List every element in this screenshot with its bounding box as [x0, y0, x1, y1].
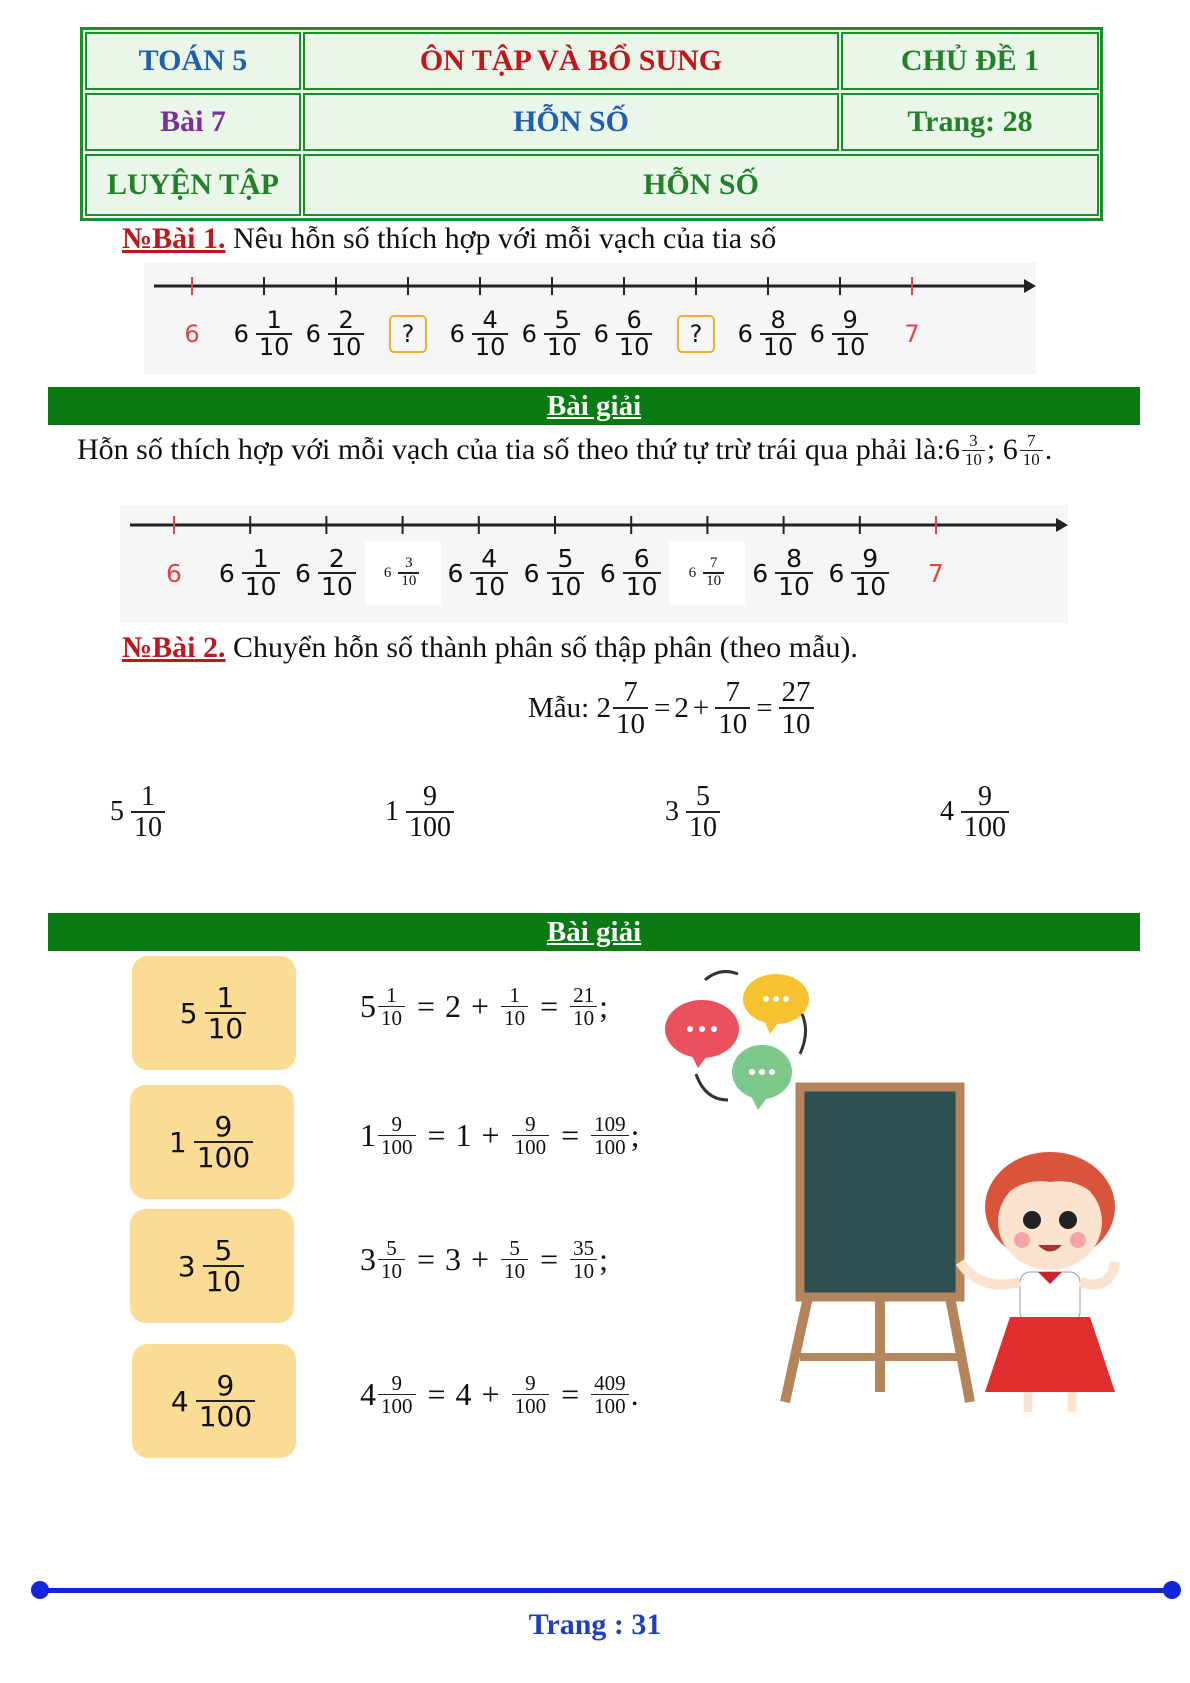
example-den: 10: [613, 707, 648, 739]
eq-addend: 2: [445, 988, 462, 1025]
eq-end: .: [630, 1376, 639, 1413]
mark-4-den: 10: [472, 333, 509, 360]
eq-frac-part: [512, 1372, 550, 1417]
eq-equals-2: =: [561, 1376, 580, 1413]
example-plus-num: 7: [725, 676, 740, 708]
solution1-sentence: Hỗn số thích hợp với mỗi vạch của tia số theo thứ tự trừ trái qua phải là:: [77, 433, 945, 467]
eq-frac-part-den: 100: [512, 1394, 550, 1417]
topic-cell: CHỦ ĐỀ 1: [841, 32, 1099, 90]
label-start: 6: [184, 320, 200, 348]
task2-item-3: [665, 782, 722, 843]
mark-label: [288, 541, 364, 605]
card-3-den: 10: [203, 1265, 245, 1296]
task2-item-3-num: 5: [696, 781, 710, 812]
answer-1: [945, 432, 987, 469]
question-box: ?: [677, 315, 715, 353]
mark-6-num: 6: [633, 543, 650, 573]
eq-result: [570, 984, 597, 1029]
mark-8-whole: 6: [752, 558, 769, 588]
mark-label: [442, 302, 518, 366]
eq-whole: 1: [360, 1117, 376, 1154]
card-3-num: 5: [214, 1233, 233, 1267]
task2-item-2-num: 9: [423, 781, 437, 812]
eq-frac-den: 100: [378, 1394, 416, 1417]
eq-equals-2: =: [540, 1241, 559, 1278]
task2-item-4-num: 9: [978, 781, 992, 812]
eq-whole: 5: [360, 988, 376, 1025]
eq-frac: [378, 1113, 416, 1158]
eq-end: ;: [599, 1241, 609, 1278]
task2-item-1-whole: 5: [110, 796, 124, 828]
mark-label: [517, 541, 593, 605]
mark-2-den: 10: [318, 572, 356, 600]
task2-text: Chuyển hỗn số thành phân số thập phân (theo mẫu).: [225, 631, 858, 664]
task2-item-2-den: 100: [406, 811, 454, 842]
conversion-equation: [360, 1372, 639, 1417]
eq-plus: +: [481, 1117, 500, 1154]
task2-item-2-whole: 1: [385, 796, 399, 828]
task1-text: Nêu hỗn số thích hợp với mỗi vạch của tia số: [225, 222, 777, 255]
mark-5-whole: 6: [521, 320, 537, 348]
eq-frac-num: 9: [391, 1112, 402, 1136]
mark-8: [752, 543, 815, 601]
card-4-den: 100: [196, 1400, 255, 1431]
lesson-title-cell: HỖN SỐ: [303, 93, 839, 151]
mark-8-num: 8: [786, 543, 802, 573]
answer-sep: ;: [986, 433, 1003, 467]
eq-result: [591, 1113, 629, 1158]
eq-frac-num: 1: [386, 983, 397, 1007]
footer-line: [40, 1588, 1170, 1593]
eq-frac-part-den: 100: [512, 1135, 550, 1158]
card-3: [177, 1233, 246, 1298]
mark-1-num: 1: [252, 543, 269, 573]
example: Mẫu: 2 $\frac{7}{10}$ = 2 + $\frac{7}{10}$ = $\frac{27}{10}$: [528, 677, 816, 740]
eq-equals-2: =: [540, 988, 559, 1025]
mark-label: [802, 302, 878, 366]
mark-9-num: 9: [842, 305, 858, 334]
eq-frac: [378, 984, 405, 1029]
mark-2-den: 10: [328, 333, 365, 360]
mark-1-den: 10: [256, 333, 293, 360]
mark-9-num: 9: [862, 543, 879, 573]
solution1-bar: [48, 387, 1140, 425]
mark-6: [593, 305, 655, 361]
mark-9-den: 10: [832, 333, 869, 360]
card-2-whole: 1: [168, 1125, 187, 1159]
mark-8-num: 8: [770, 305, 786, 334]
mark-3-den: 10: [398, 572, 419, 590]
eq-frac: [378, 1237, 405, 1282]
task2-item-1: [110, 782, 167, 843]
eq-frac-num: 9: [391, 1371, 402, 1395]
eq-result: [591, 1372, 629, 1417]
conversion-equation: [360, 1237, 608, 1282]
mark-3: [384, 556, 422, 590]
card-1-den: 10: [205, 1012, 247, 1043]
mark-label: [586, 302, 662, 366]
speech-bubbles-icon: [665, 972, 809, 1110]
card-1-whole: 5: [179, 996, 198, 1030]
mark-7-num: 7: [709, 555, 718, 572]
eq-whole: 3: [360, 1241, 376, 1278]
example-res-num: 27: [781, 676, 811, 708]
eq-frac-part-num: 9: [525, 1112, 536, 1136]
mark-2: [295, 543, 358, 601]
unknown-mark: [370, 302, 446, 366]
answer-1-num: 3: [969, 431, 978, 450]
girl-icon: [960, 1152, 1115, 1412]
mark-6-whole: 6: [599, 558, 616, 588]
mixed-number-card: [130, 1209, 294, 1323]
page-ref-cell: Trang: 28: [841, 93, 1099, 151]
mark-label: [212, 541, 288, 605]
eq-result-den: 10: [570, 1006, 597, 1029]
task2-item-2: [385, 782, 456, 843]
mark-4: [449, 305, 511, 361]
eq-plus: +: [471, 988, 490, 1025]
card-1-num: 1: [216, 980, 235, 1014]
eq-frac-part-den: 10: [501, 1006, 528, 1029]
mark-6-den: 10: [623, 572, 661, 600]
mark-3-whole: 6: [383, 564, 392, 581]
example-label: Mẫu:: [528, 691, 597, 724]
footer-dot-right: [1163, 1581, 1181, 1599]
mark-1-whole: 6: [218, 558, 235, 588]
mixed-number-card: [130, 1085, 294, 1199]
mark-2: [305, 305, 367, 361]
mark-label: [441, 541, 517, 605]
task2-item-4: [940, 782, 1011, 843]
teacher-illustration: [660, 962, 1120, 1412]
mark-8-den: 10: [775, 572, 813, 600]
answer-2-den: 10: [1020, 450, 1043, 469]
eq-equals: =: [427, 1117, 446, 1154]
example-plus-whole: 2: [674, 691, 689, 724]
mark-7-den: 10: [703, 572, 724, 590]
mark-5-whole: 6: [523, 558, 540, 588]
mark-1-whole: 6: [233, 320, 249, 348]
answer-end: .: [1044, 433, 1053, 467]
mark-label: [298, 302, 374, 366]
mark-label: [822, 541, 898, 605]
eq-addend: 1: [455, 1117, 472, 1154]
mark-1: [218, 543, 282, 601]
eq-equals: =: [417, 1241, 436, 1278]
mark-6-den: 10: [616, 333, 653, 360]
eq-result-num: 35: [573, 1236, 595, 1260]
mark-label: [365, 541, 441, 605]
mark-1-den: 10: [242, 572, 280, 600]
mark-3-num: 3: [405, 555, 413, 572]
mark-4: [447, 543, 510, 601]
mark-2-num: 2: [328, 543, 345, 573]
task1-heading: [122, 222, 776, 256]
question-box: ?: [389, 315, 427, 353]
mark-5-den: 10: [544, 333, 581, 360]
card-3-whole: 3: [177, 1249, 196, 1283]
answer-2: [1003, 432, 1045, 469]
eq-whole: 4: [360, 1376, 376, 1413]
mark-9: [809, 305, 871, 361]
mark-label: [593, 541, 669, 605]
mark-label: [730, 302, 806, 366]
mark-9-den: 10: [851, 572, 889, 600]
mark-9-whole: 6: [809, 320, 825, 348]
card-1: [179, 980, 248, 1045]
task2-item-4-whole: 4: [940, 796, 954, 828]
solution2-bar: [48, 913, 1140, 951]
mark-4-whole: 6: [447, 558, 464, 588]
eq-frac-part: [512, 1113, 550, 1158]
eq-frac: [378, 1372, 416, 1417]
numberline-question: [144, 262, 1036, 374]
eq-frac-den: 10: [378, 1006, 405, 1029]
conversion-equation: [360, 1113, 640, 1158]
solution1-text: [77, 432, 1052, 469]
lesson-cell: Bài 7: [85, 93, 301, 151]
mark-9: [828, 543, 891, 601]
mark-label: [226, 302, 302, 366]
conversion-equation: [360, 984, 608, 1029]
answer-2-num: 7: [1026, 431, 1036, 450]
card-4-num: 9: [216, 1368, 235, 1402]
eq-frac-part-num: 9: [525, 1371, 536, 1395]
task2-label: №Bài 2.: [122, 631, 226, 664]
eq-frac-part: [501, 1237, 528, 1282]
task2-item-3-den: 10: [686, 811, 720, 842]
header-table: [80, 27, 1103, 221]
card-4-whole: 4: [170, 1384, 189, 1418]
eq-equals-2: =: [561, 1117, 580, 1154]
eq-frac-num: 5: [386, 1236, 397, 1260]
label-end: 7: [928, 558, 944, 588]
eq-result: [570, 1237, 597, 1282]
eq-frac-part-num: 5: [509, 1236, 520, 1260]
mark-2-num: 2: [338, 305, 354, 334]
mark-2-whole: 6: [295, 558, 311, 588]
blackboard-icon: [785, 1087, 970, 1402]
subject-cell: TOÁN 5: [85, 32, 301, 90]
solution2-title: Bài giải: [546, 916, 642, 948]
eq-plus: +: [481, 1376, 500, 1413]
eq-frac-den: 10: [378, 1259, 405, 1282]
eq-end: ;: [599, 988, 609, 1025]
mark-7-whole: 6: [688, 564, 697, 581]
mark-5-num: 5: [557, 543, 574, 573]
numberline-answer: [120, 505, 1068, 623]
task2-item-4-den: 100: [961, 811, 1009, 842]
mark-5-num: 5: [554, 305, 570, 334]
eq-equals: =: [427, 1376, 446, 1413]
section-title-cell: HỖN SỐ: [303, 154, 1099, 216]
answer-2-whole: 6: [1002, 433, 1018, 467]
eq-result-den: 10: [570, 1259, 597, 1282]
example-res-den: 10: [779, 707, 814, 739]
section-cell: LUYỆN TẬP: [85, 154, 301, 216]
card-2: [168, 1109, 255, 1174]
eq-result-num: 409: [594, 1371, 626, 1395]
card-4: [170, 1368, 257, 1433]
card-2-num: 9: [214, 1109, 233, 1143]
unknown-mark: [658, 302, 734, 366]
mark-label: [514, 302, 590, 366]
eq-result-num: 21: [573, 983, 595, 1007]
mark-1-num: 1: [266, 305, 282, 334]
eq-result-den: 100: [591, 1394, 629, 1417]
eq-result-den: 100: [591, 1135, 629, 1158]
mark-8-whole: 6: [737, 320, 753, 348]
label-start: 6: [166, 558, 182, 588]
mark-4-whole: 6: [449, 320, 465, 348]
mark-4-den: 10: [470, 572, 508, 600]
mark-8-den: 10: [760, 333, 797, 360]
solution1-title: Bài giải: [546, 390, 642, 422]
eq-equals: =: [417, 988, 436, 1025]
mark-5: [523, 543, 587, 601]
mark-label: [746, 541, 822, 605]
mark-5: [521, 305, 583, 361]
example-plus-den: 10: [715, 707, 750, 739]
eq-end: ;: [630, 1117, 640, 1154]
task2-item-1-den: 10: [131, 811, 165, 842]
example-whole: 2: [596, 691, 611, 724]
eq-plus: +: [471, 1241, 490, 1278]
answer-1-whole: 6: [944, 433, 960, 467]
mark-9-whole: 6: [828, 558, 845, 588]
mark-label: [669, 541, 745, 605]
eq-result-num: 109: [594, 1112, 626, 1136]
mark-4-num: 4: [481, 543, 498, 573]
mark-5-den: 10: [547, 572, 585, 600]
eq-addend: 3: [445, 1241, 462, 1278]
task2-heading: [122, 631, 858, 665]
eq-frac-part-num: 1: [509, 983, 520, 1007]
mark-2-whole: 6: [305, 320, 321, 348]
eq-frac-den: 100: [378, 1135, 416, 1158]
task1-label: №Bài 1.: [122, 222, 226, 255]
eq-frac-part-den: 10: [501, 1259, 528, 1282]
mark-4-num: 4: [482, 305, 498, 334]
page-number: Trang : 31: [528, 1608, 662, 1641]
mixed-number-card: [132, 956, 296, 1070]
task2-item-1-num: 1: [141, 781, 155, 812]
mark-8: [737, 305, 799, 361]
eq-addend: 4: [455, 1376, 472, 1413]
label-end: 7: [904, 320, 920, 348]
mark-6-num: 6: [626, 305, 642, 334]
answer-1-den: 10: [962, 450, 985, 469]
mark-6-whole: 6: [593, 320, 609, 348]
card-2-den: 100: [194, 1141, 253, 1172]
eq-frac-part: [501, 984, 528, 1029]
mark-1: [233, 305, 295, 361]
mark-6: [599, 543, 663, 601]
mark-7: [689, 556, 727, 590]
chapter-cell: ÔN TẬP VÀ BỔ SUNG: [303, 32, 839, 90]
task2-item-3-whole: 3: [665, 796, 679, 828]
example-num: 7: [623, 676, 638, 708]
mixed-number-card: [132, 1344, 296, 1458]
